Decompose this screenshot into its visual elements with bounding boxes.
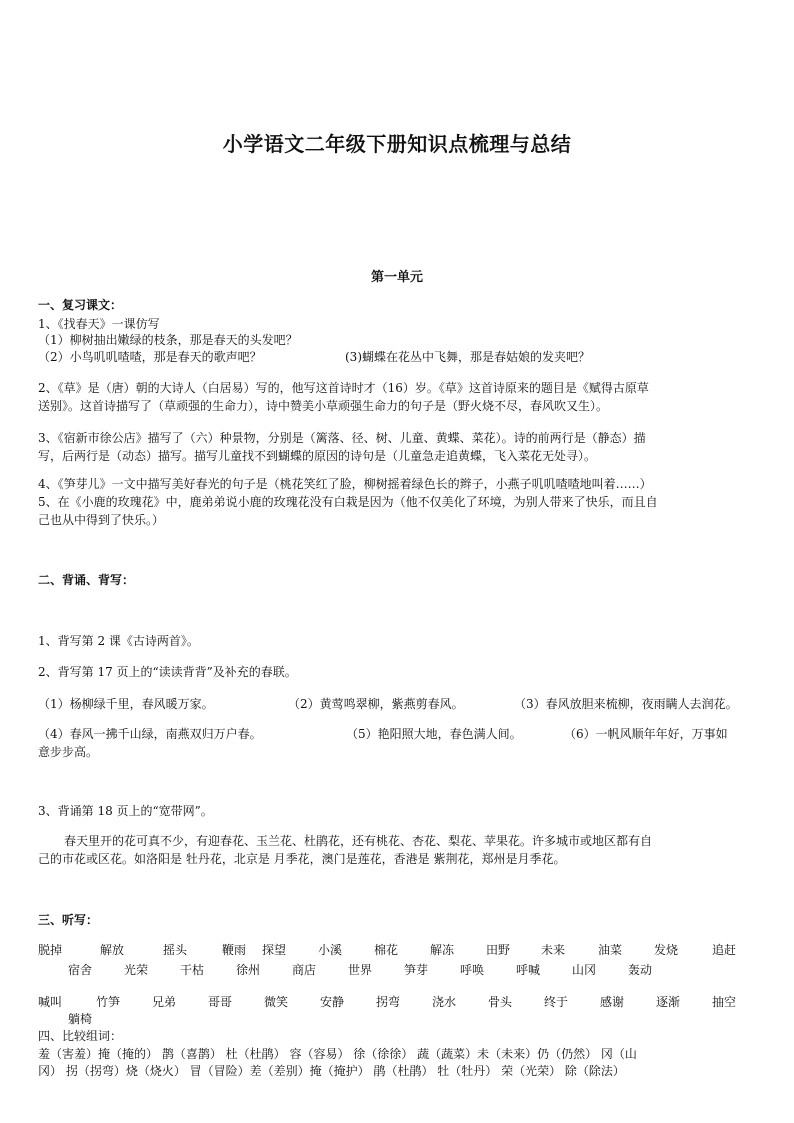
text-line: 2、背写第 17 页上的“读读背背”及补充的春联。 [38,665,297,679]
dictation-word: 小溪 [318,943,343,957]
dictation-word: 哥哥 [208,995,233,1009]
couplet: （4）春风一拂千山绿，南燕双归万户春。 [38,727,262,741]
text-line: 2、《草》是（唐）朝的大诗人（白居易）写的，他写这首诗时才（16）岁。《草》这首诗原来的题目是《赋得古原草 [38,381,649,395]
dictation-word: 徐州 [236,963,261,977]
dictation-word: 浇水 [432,995,457,1009]
paragraph-line: 春天里开的花可真不少，有迎春花、玉兰花、杜鹃花，还有桃花、杏花、梨花、苹果花。许多城市或地区都有自 [64,834,653,848]
couplet: （3）春风放胆来梳柳，夜雨瞒人去润花。 [514,697,738,711]
couplet-continued: 意步步高。 [38,745,99,759]
text-line: (3)蝴蝶在花丛中飞舞，那是春姑娘的发夹吧？ [345,350,590,364]
dictation-word: 干枯 [180,963,205,977]
dictation-word: 鞭雨 [222,943,247,957]
section-heading-review: 一、复习课文： [38,298,123,312]
dictation-word: 世界 [348,963,373,977]
dictation-word: 拐弯 [376,995,401,1009]
text-line: 3、背诵第 18 页上的“宽带网”。 [38,804,213,818]
dictation-word: 宿舍 [68,963,93,977]
text-line: 己也从中得到了快乐。） [38,513,165,527]
dictation-word: 骨头 [488,995,513,1009]
dictation-word: 终于 [544,995,569,1009]
dictation-word: 探望 [262,943,287,957]
section-heading-dictation: 三、听写： [38,913,99,927]
text-line: 送别》。这首诗描写了（草顽强的生命力），诗中赞美小草顽强生命力的句子是（野火烧不尽，春风吹又生）。 [38,399,609,413]
dictation-word: 躺椅 [68,1012,93,1026]
compare-line: 羞（害羞）掩（掩的） 鹊（喜鹊） 杜（杜鹃） 容（容易） 徐（徐徐） 蔬（蔬菜）未（未来）仍（仍然） 冈（山 [38,1047,637,1061]
dictation-word: 山冈 [572,963,597,977]
couplet: （6）一帆风顺年年好，万事如 [564,727,728,741]
couplet: （2）黄莺鸣翠柳，紫燕剪春风。 [288,697,464,711]
unit-title: 第一单元 [370,270,423,285]
dictation-word: 商店 [292,963,317,977]
dictation-word: 微笑 [264,995,289,1009]
text-line: 4、《笋芽儿》一文中描写美好春光的句子是（桃花笑红了脸，柳树摇着绿色长的辫子，小燕子叽叽喳喳地叫着……） [38,477,652,491]
dictation-word: 脱掉 [38,943,63,957]
couplet: （5）艳阳照大地，春色满人间。 [346,727,522,741]
section-heading-recite: 二、背诵、背写： [38,573,135,587]
dictation-word: 发烧 [654,943,679,957]
dictation-word: 轰动 [628,963,653,977]
dictation-word: 未来 [541,943,566,957]
dictation-word: 追赶 [712,943,737,957]
dictation-word: 油菜 [598,943,623,957]
dictation-word: 竹笋 [96,995,121,1009]
dictation-word: 解冻 [430,943,455,957]
compare-line: 冈） 拐（拐弯）烧（烧火） 冒（冒险）差（差别）掩（掩护） 鹃（杜鹃） 牡（牡丹） 荣（光荣） 除（除法） [38,1064,625,1078]
text-line: 3、《宿新市徐公店》描写了（六）种景物，分别是（篱落、径、树、儿童、黄蝶、菜花）。诗的前两行是（静态）描 [38,431,646,445]
dictation-word: 棉花 [374,943,399,957]
text-line: 1、背写第 2 课《古诗两首》。 [38,634,199,648]
couplet: （1）杨柳绿千里，春风暖万家。 [38,697,214,711]
document-title: 小学语文二年级下册知识点梳理与总结 [222,132,572,156]
dictation-word: 喊叫 [38,995,63,1009]
paragraph-line: 己的市花或区花。如洛阳是 牡丹花，北京是 月季花，澳门是莲花，香港是 紫荆花，郑州是月季花。 [38,852,566,866]
dictation-word: 安静 [320,995,345,1009]
dictation-word: 抽空 [712,995,737,1009]
dictation-word: 呼唤 [460,963,485,977]
dictation-word: 摇头 [163,943,188,957]
section-heading-compare: 四、比较组词： [38,1029,123,1043]
dictation-word: 呼喊 [516,963,541,977]
dictation-word: 光荣 [124,963,149,977]
dictation-word: 逐渐 [656,995,681,1009]
text-line: 5、在《小鹿的玫瑰花》中，鹿弟弟说小鹿的玫瑰花没有白栽是因为（他不仅美化了环境，为别人带来了快乐，而且自 [38,495,658,509]
dictation-word: 解放 [100,943,125,957]
dictation-word: 兄弟 [152,995,177,1009]
text-line: 写，后两行是（动态）描写。描写儿童找不到蝴蝶的原因的诗句是（儿童急走追黄蝶，飞入菜花无处寻）。 [38,449,597,463]
text-line: （2）小鸟叽叽喳喳，那是春天的歌声吧？ [38,350,262,364]
dictation-word: 田野 [486,943,511,957]
dictation-word: 感谢 [600,995,625,1009]
text-line: 1、《找春天》一课仿写 [38,317,160,331]
text-line: （1）柳树抽出嫩绿的枝条，那是春天的头发吧？ [38,333,298,347]
dictation-word: 笋芽 [404,963,429,977]
